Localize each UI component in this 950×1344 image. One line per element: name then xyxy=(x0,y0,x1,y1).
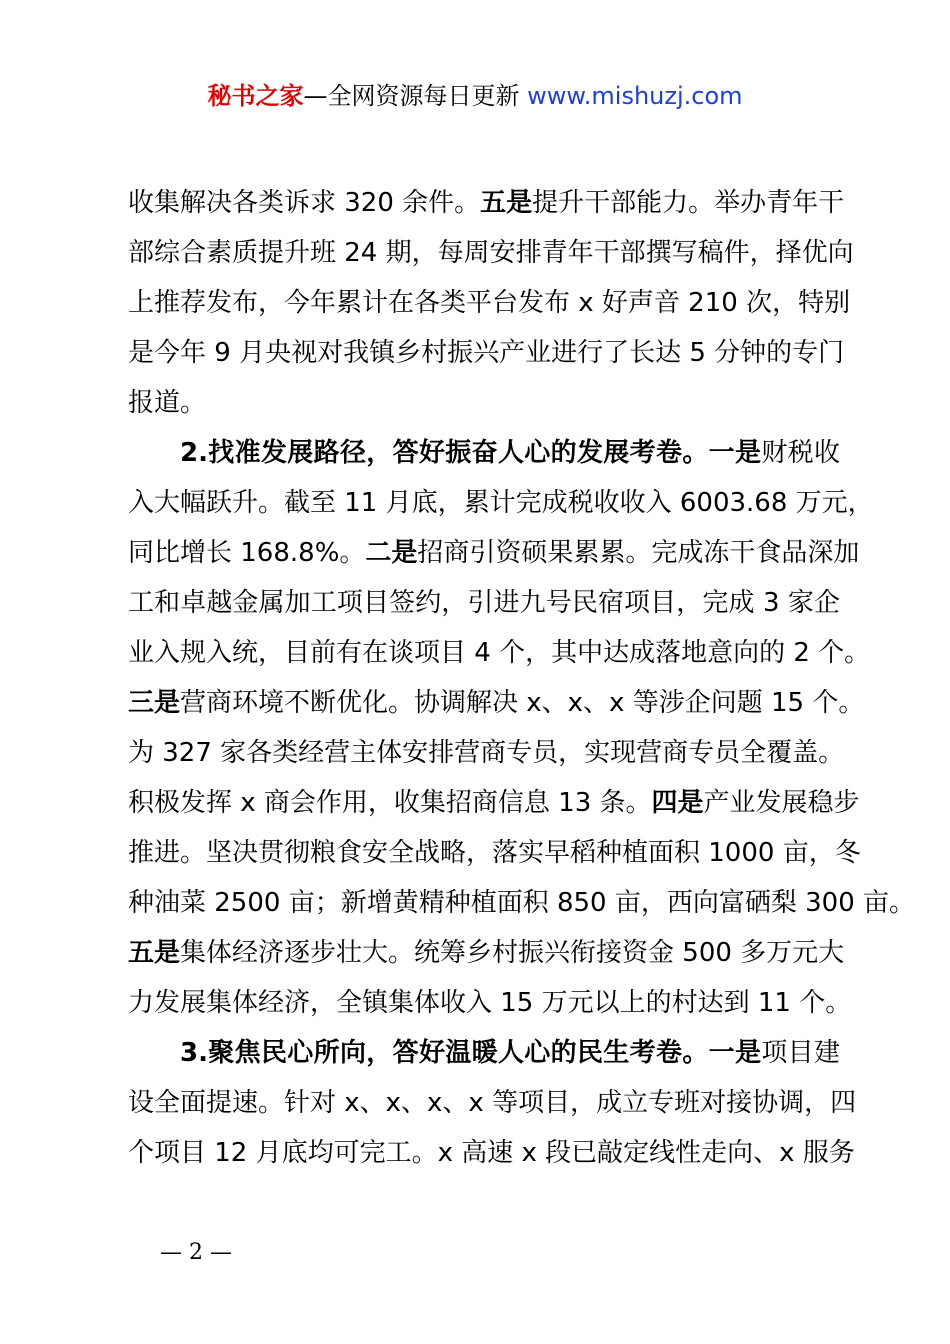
text-segment: 业入规入统，目前有在谈项目 4 个，其中达成落地意向的 2 个。 xyxy=(128,638,871,668)
text-segment: 入大幅跃升。截至 11 月底，累计完成税收收入 6003.68 万元， xyxy=(128,488,874,518)
text-segment: 提升干部能力。举办青年干 xyxy=(532,188,845,218)
text-line xyxy=(128,328,845,378)
text-line xyxy=(128,478,874,528)
text-line xyxy=(128,728,845,778)
text-line xyxy=(128,1078,857,1128)
text-line xyxy=(128,978,852,1028)
text-segment: 产业发展稳步 xyxy=(703,788,860,818)
site-header xyxy=(0,80,950,112)
header-tagline: —全网资源每日更新 xyxy=(303,82,528,110)
text-segment: 收集解决各类诉求 320 余件。 xyxy=(128,188,481,218)
bold-text-segment: 五是 xyxy=(128,938,181,968)
text-line xyxy=(128,628,871,678)
text-segment: 个项目 12 月底均可完工。x 高速 x 段已敲定线性走向、x 服务 xyxy=(128,1138,855,1168)
text-line xyxy=(128,378,840,428)
document-body xyxy=(128,178,916,1178)
bold-text-segment: 3.聚焦民心所向，答好温暖人心的民生考卷。一是 xyxy=(180,1038,762,1068)
text-segment: 财税收 xyxy=(761,438,840,468)
bold-text-segment: 三是 xyxy=(128,688,181,718)
text-segment: 设全面提速。针对 x、x、x、x 等项目，成立专班对接协调，四 xyxy=(128,1088,857,1118)
page-number: — 2 — xyxy=(160,1240,232,1265)
brand-name: 秘书之家 xyxy=(207,82,304,110)
text-line xyxy=(128,828,861,878)
text-segment: 同比增长 168.8%。 xyxy=(128,538,366,568)
text-line xyxy=(128,678,865,728)
text-segment: 项目建 xyxy=(761,1038,840,1068)
text-line xyxy=(128,278,851,328)
text-segment: 力发展集体经济，全镇集体收入 15 万元以上的村达到 11 个。 xyxy=(128,988,852,1018)
text-line xyxy=(128,778,860,828)
bold-text-segment: 2.找准发展路径，答好振奋人心的发展考卷。一是 xyxy=(180,438,762,468)
text-segment: 为 327 家各类经营主体安排营商专员，实现营商专员全覆盖。 xyxy=(128,738,845,768)
text-segment: 种油菜 2500 亩；新增黄精种植面积 850 亩，西向富硒梨 300 亩。 xyxy=(128,888,916,918)
text-segment: 是今年 9 月央视对我镇乡村振兴产业进行了长达 5 分钟的专门 xyxy=(128,338,845,368)
text-segment: 营商环境不断优化。协调解决 x、x、x 等涉企问题 15 个。 xyxy=(180,688,865,718)
text-segment: 集体经济逐步壮大。统筹乡村振兴衔接资金 500 多万元大 xyxy=(180,938,845,968)
text-line xyxy=(128,428,840,478)
bold-text-segment: 五是 xyxy=(480,188,533,218)
text-line xyxy=(128,528,860,578)
text-segment: 招商引资硕果累累。完成冻干食品深加 xyxy=(417,538,860,568)
text-line xyxy=(128,928,845,978)
text-line xyxy=(128,228,854,278)
text-segment: 报道。 xyxy=(128,388,207,418)
text-segment: 积极发挥 x 商会作用，收集招商信息 13 条。 xyxy=(128,788,652,818)
bold-text-segment: 二是 xyxy=(365,538,418,568)
text-line xyxy=(128,1128,855,1178)
text-segment: 部综合素质提升班 24 期，每周安排青年干部撰写稿件，择优向 xyxy=(128,238,854,268)
text-segment: 推进。坚决贯彻粮食安全战略，落实早稻种植面积 1000 亩，冬 xyxy=(128,838,861,868)
bold-text-segment: 四是 xyxy=(651,788,704,818)
site-url-link[interactable]: www.mishuzj.com xyxy=(527,82,743,110)
text-line xyxy=(128,578,840,628)
text-line xyxy=(128,178,845,228)
text-segment: 上推荐发布，今年累计在各类平台发布 x 好声音 210 次，特别 xyxy=(128,288,851,318)
text-line xyxy=(128,1028,840,1078)
text-line xyxy=(128,878,916,928)
text-segment: 工和卓越金属加工项目签约，引进九号民宿项目，完成 3 家企 xyxy=(128,588,840,618)
